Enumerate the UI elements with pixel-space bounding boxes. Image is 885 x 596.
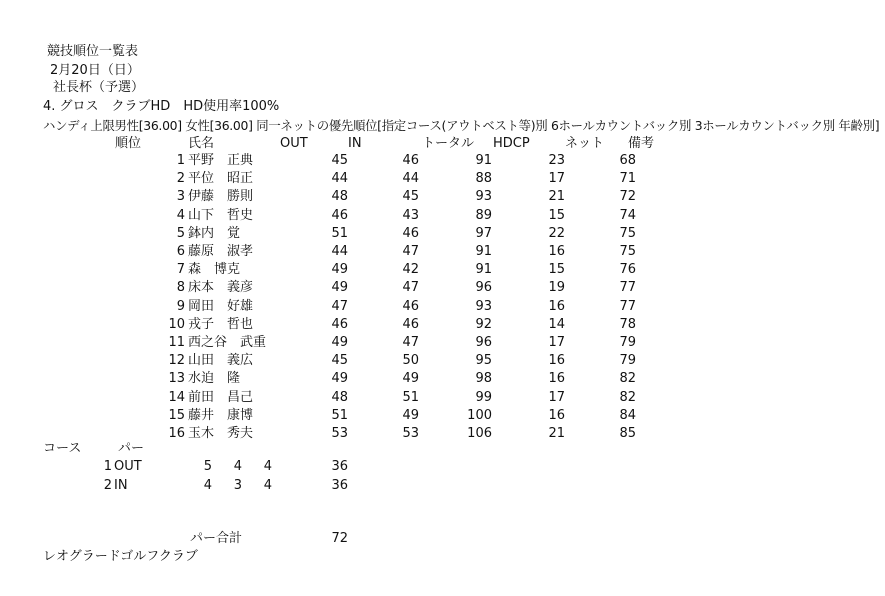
cell-name: 山下 哲史: [188, 207, 254, 223]
par-total-label: パー合計: [190, 531, 243, 546]
cell-net: 77: [619, 298, 636, 314]
cell-hdcp: 17: [548, 389, 565, 405]
scoring-method: 4. グロス クラブHD HD使用率100%: [43, 99, 280, 114]
cell-out: 49: [331, 280, 348, 296]
course-num: 2: [103, 477, 112, 493]
cell-total: 100: [467, 407, 492, 423]
par-label: パー: [118, 441, 145, 456]
cell-total: 98: [475, 371, 492, 387]
cell-out: 46: [331, 207, 348, 223]
cell-hdcp: 16: [548, 407, 565, 423]
cell-total: 93: [475, 298, 492, 314]
cell-in: 45: [402, 189, 419, 205]
cell-net: 75: [619, 244, 636, 259]
cell-out: 45: [331, 153, 348, 168]
cell-rank: 3: [176, 189, 185, 205]
cell-hdcp: 21: [548, 426, 565, 441]
cell-in: 49: [402, 407, 419, 423]
cell-hdcp: 17: [548, 171, 565, 187]
club-name: レオグラードゴルフクラブ: [43, 549, 198, 564]
cell-in: 42: [402, 262, 419, 278]
cell-net: 72: [619, 189, 636, 205]
cell-in: 46: [402, 316, 419, 332]
cell-name: 伊藤 勝則: [188, 189, 254, 205]
par-hole-value: 4: [263, 477, 272, 493]
cell-in: 53: [402, 426, 419, 441]
cell-out: 49: [331, 262, 348, 278]
cell-rank: 1: [176, 153, 185, 168]
document-title: 競技順位一覧表: [47, 44, 139, 59]
par-hole-value: 4: [263, 459, 272, 474]
course-label: コース: [43, 441, 82, 456]
cell-out: 48: [331, 389, 348, 405]
cell-total: 91: [475, 153, 492, 168]
cell-out: 51: [331, 225, 348, 241]
cell-net: 82: [619, 371, 636, 387]
cell-net: 75: [619, 225, 636, 241]
par-hole-value: 5: [203, 459, 212, 474]
cell-name: 森 博克: [188, 262, 241, 278]
cell-name: 藤井 康博: [188, 407, 254, 423]
cell-rank: 6: [176, 244, 185, 259]
cell-hdcp: 19: [548, 280, 565, 296]
cell-net: 74: [619, 207, 636, 223]
col-out-header: OUT: [280, 136, 308, 151]
cell-out: 44: [331, 244, 348, 259]
par-hole-value: 3: [233, 477, 242, 493]
cell-hdcp: 15: [548, 207, 565, 223]
cell-net: 68: [619, 153, 636, 168]
cell-rank: 2: [176, 171, 185, 187]
cell-name: 鉢内 覚: [188, 225, 241, 241]
cell-in: 47: [402, 244, 419, 259]
cell-name: 床本 義彦: [188, 280, 254, 296]
cell-total: 96: [475, 280, 492, 296]
cell-rank: 4: [176, 207, 185, 223]
cell-total: 92: [475, 316, 492, 332]
course-num: 1: [103, 459, 112, 474]
cell-name: 水迫 隆: [188, 371, 241, 387]
course-par-total: 36: [331, 459, 348, 474]
par-hole-value: 4: [203, 477, 212, 493]
cell-in: 47: [402, 280, 419, 296]
cell-hdcp: 15: [548, 262, 565, 278]
cell-in: 49: [402, 371, 419, 387]
cell-rank: 13: [168, 371, 185, 387]
cell-hdcp: 16: [548, 353, 565, 369]
course-name: OUT: [114, 459, 142, 474]
cell-hdcp: 22: [548, 225, 565, 241]
cell-hdcp: 21: [548, 189, 565, 205]
cell-name: 藤原 淑孝: [188, 244, 254, 259]
cell-net: 79: [619, 335, 636, 350]
cell-out: 49: [331, 335, 348, 350]
event-name: 社長杯（予選）: [53, 80, 145, 95]
col-name-header: 氏名: [188, 136, 215, 151]
cell-net: 85: [619, 426, 636, 441]
col-in-header: IN: [348, 136, 362, 151]
cell-rank: 5: [176, 225, 185, 241]
cell-rank: 14: [168, 389, 185, 405]
par-hole-value: 4: [233, 459, 242, 474]
cell-in: 46: [402, 153, 419, 168]
cell-name: 岡田 好雄: [188, 298, 254, 314]
cell-in: 47: [402, 335, 419, 350]
cell-total: 88: [475, 171, 492, 187]
cell-rank: 12: [168, 353, 185, 369]
cell-out: 49: [331, 371, 348, 387]
event-date: 2月20日（日）: [50, 63, 140, 78]
cell-hdcp: 16: [548, 244, 565, 259]
col-notes-header: 備考: [628, 136, 655, 151]
cell-net: 76: [619, 262, 636, 278]
cell-net: 71: [619, 171, 636, 187]
cell-rank: 8: [176, 280, 185, 296]
cell-hdcp: 16: [548, 298, 565, 314]
cell-name: 戎子 哲也: [188, 316, 254, 332]
cell-total: 96: [475, 335, 492, 350]
cell-total: 91: [475, 262, 492, 278]
cell-in: 44: [402, 171, 419, 187]
cell-net: 77: [619, 280, 636, 296]
cell-net: 79: [619, 353, 636, 369]
cell-total: 93: [475, 189, 492, 205]
cell-total: 89: [475, 207, 492, 223]
cell-in: 50: [402, 353, 419, 369]
cell-hdcp: 16: [548, 371, 565, 387]
cell-rank: 16: [168, 426, 185, 441]
col-net-header: ネット: [565, 136, 605, 151]
cell-rank: 11: [168, 335, 185, 350]
col-hdcp-header: HDCP: [493, 136, 530, 151]
cell-in: 46: [402, 225, 419, 241]
cell-net: 84: [619, 407, 636, 423]
cell-out: 45: [331, 353, 348, 369]
cell-name: 平位 昭正: [188, 171, 254, 187]
course-name: IN: [114, 477, 128, 493]
cell-total: 91: [475, 244, 492, 259]
cell-out: 51: [331, 407, 348, 423]
cell-total: 99: [475, 389, 492, 405]
cell-name: 山田 義広: [188, 353, 254, 369]
cell-in: 43: [402, 207, 419, 223]
cell-out: 46: [331, 316, 348, 332]
cell-rank: 7: [176, 262, 185, 278]
cell-out: 47: [331, 298, 348, 314]
col-rank-header: 順位: [115, 136, 142, 151]
cell-hdcp: 17: [548, 335, 565, 350]
cell-in: 51: [402, 389, 419, 405]
cell-out: 44: [331, 171, 348, 187]
cell-net: 82: [619, 389, 636, 405]
cell-net: 78: [619, 316, 636, 332]
cell-rank: 10: [168, 316, 185, 332]
cell-name: 玉木 秀夫: [188, 426, 254, 441]
cell-total: 97: [475, 225, 492, 241]
cell-in: 46: [402, 298, 419, 314]
cell-out: 48: [331, 189, 348, 205]
par-total-value: 72: [331, 531, 348, 546]
cell-total: 106: [467, 426, 492, 441]
cell-name: 西之谷 武重: [188, 335, 267, 350]
cell-name: 前田 昌己: [188, 389, 254, 405]
cell-out: 53: [331, 426, 348, 441]
cell-rank: 9: [176, 298, 185, 314]
course-par-total: 36: [331, 477, 348, 493]
cell-rank: 15: [168, 407, 185, 423]
cell-name: 平野 正典: [188, 153, 254, 168]
col-total-header: トータル: [422, 136, 475, 151]
cell-total: 95: [475, 353, 492, 369]
handicap-conditions: ハンディ上限男性[36.00] 女性[36.00] 同一ネットの優先順位[指定コース(アウトベスト等)別 6ホールカウントバック別 3ホールカウントバック別 年齢別]: [43, 118, 880, 133]
cell-hdcp: 23: [548, 153, 565, 168]
cell-hdcp: 14: [548, 316, 565, 332]
